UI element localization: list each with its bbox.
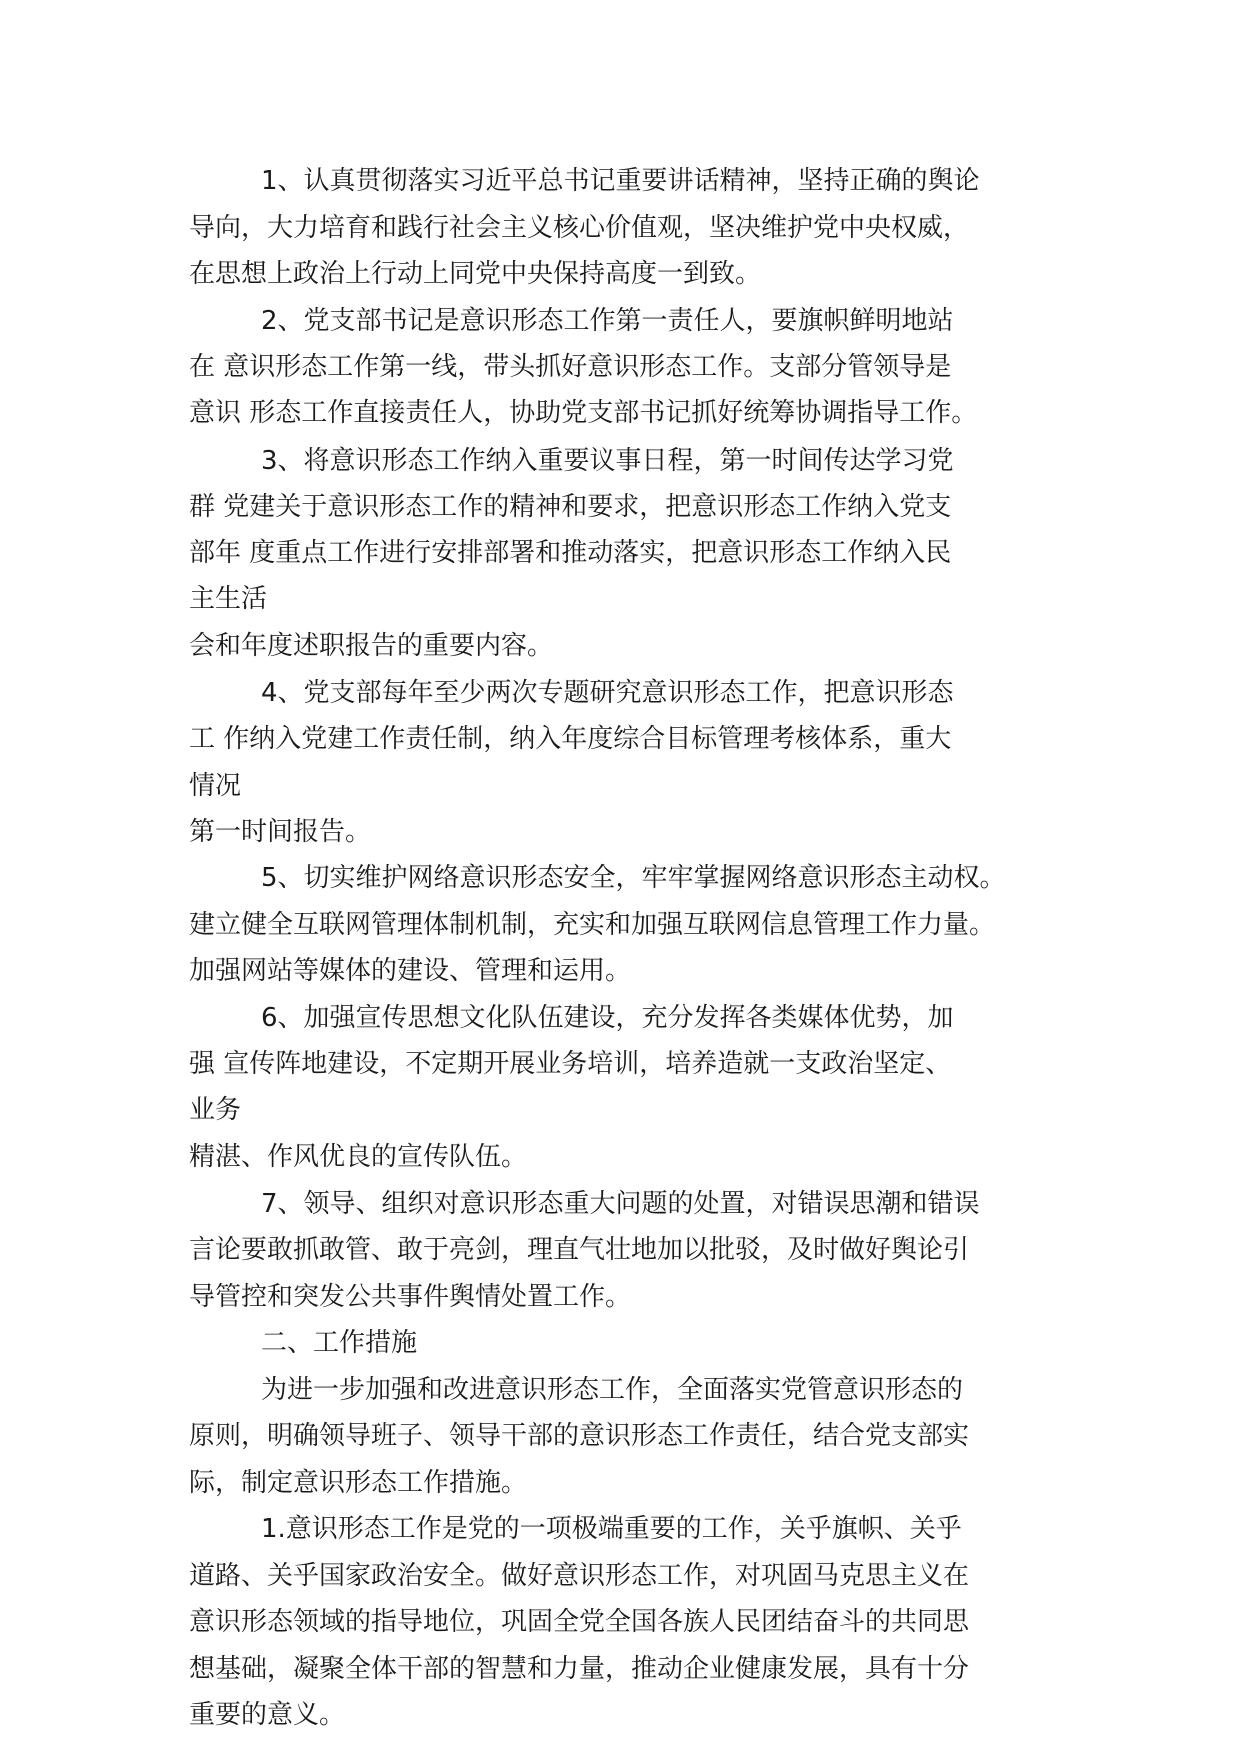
text-line: 部年 度重点工作进行安排部署和推动落实，把意识形态工作纳入民 <box>189 538 952 568</box>
text-line: 1、认真贯彻落实习近平总书记重要讲话精神，坚持正确的舆论 <box>261 166 980 196</box>
text-line: 重要的意义。 <box>189 1700 346 1730</box>
text-line: 言论要敢抓敢管、敢于亮剑，理直气壮地加以批驳，及时做好舆论引 <box>189 1235 970 1265</box>
text-line: 2、党支部书记是意识形态工作第一责任人，要旗帜鲜明地站 <box>261 306 954 336</box>
text-line: 加强网站等媒体的建设、管理和运用。 <box>189 956 632 986</box>
text-line: 5、切实维护网络意识形态安全，牢牢掌握网络意识形态主动权。 <box>261 863 1006 893</box>
text-line: 想基础，凝聚全体干部的智慧和力量，推动企业健康发展，具有十分 <box>189 1654 970 1684</box>
text-line: 际，制定意识形态工作措施。 <box>189 1468 528 1498</box>
text-line: 主生活 <box>189 584 268 614</box>
text-line: 3、将意识形态工作纳入重要议事日程，第一时间传达学习党 <box>261 446 954 476</box>
text-line: 导向，大力培育和践行社会主义核心价值观，坚决维护党中央权威， <box>189 213 970 243</box>
text-line: 情况 <box>189 771 242 801</box>
text-line: 在思想上政治上行动上同党中央保持高度一到致。 <box>189 259 762 289</box>
section-heading: 二、工作措施 <box>261 1328 418 1358</box>
text-line: 意识形态领域的指导地位，巩固全党全国各族人民团结奋斗的共同思 <box>189 1607 970 1637</box>
text-line: 工 作纳入党建工作责任制，纳入年度综合目标管理考核体系，重大 <box>189 724 952 754</box>
text-line: 业务 <box>189 1095 242 1125</box>
text-line: 群 党建关于意识形态工作的精神和要求，把意识形态工作纳入党支 <box>189 492 952 522</box>
text-line: 强 宣传阵地建设，不定期开展业务培训，培养造就一支政治坚定、 <box>189 1049 952 1079</box>
text-line: 6、加强宣传思想文化队伍建设，充分发挥各类媒体优势，加 <box>261 1003 954 1033</box>
text-line: 在 意识形态工作第一线，带头抓好意识形态工作。支部分管领导是 <box>189 352 952 382</box>
text-line: 道路、关乎国家政治安全。做好意识形态工作，对巩固马克思主义在 <box>189 1561 970 1591</box>
text-line: 导管控和突发公共事件舆情处置工作。 <box>189 1282 632 1312</box>
text-line: 为进一步加强和改进意识形态工作，全面落实党管意识形态的 <box>261 1375 964 1405</box>
text-line: 第一时间报告。 <box>189 817 372 847</box>
text-line: 4、党支部每年至少两次专题研究意识形态工作，把意识形态 <box>261 678 954 708</box>
text-line: 1.意识形态工作是党的一项极端重要的工作，关乎旗帜、关乎 <box>261 1514 962 1544</box>
text-line: 意识 形态工作直接责任人，协助党支部书记抓好统筹协调指导工作。 <box>189 398 978 428</box>
text-line: 精湛、作风优良的宣传队伍。 <box>189 1142 528 1172</box>
text-line: 原则，明确领导班子、领导干部的意识形态工作责任，结合党支部实 <box>189 1421 970 1451</box>
text-line: 建立健全互联网管理体制机制，充实和加强互联网信息管理工作力量。 <box>189 910 996 940</box>
text-line: 7、领导、组织对意识形态重大问题的处置，对错误思潮和错误 <box>261 1189 980 1219</box>
text-line: 会和年度述职报告的重要内容。 <box>189 631 554 661</box>
